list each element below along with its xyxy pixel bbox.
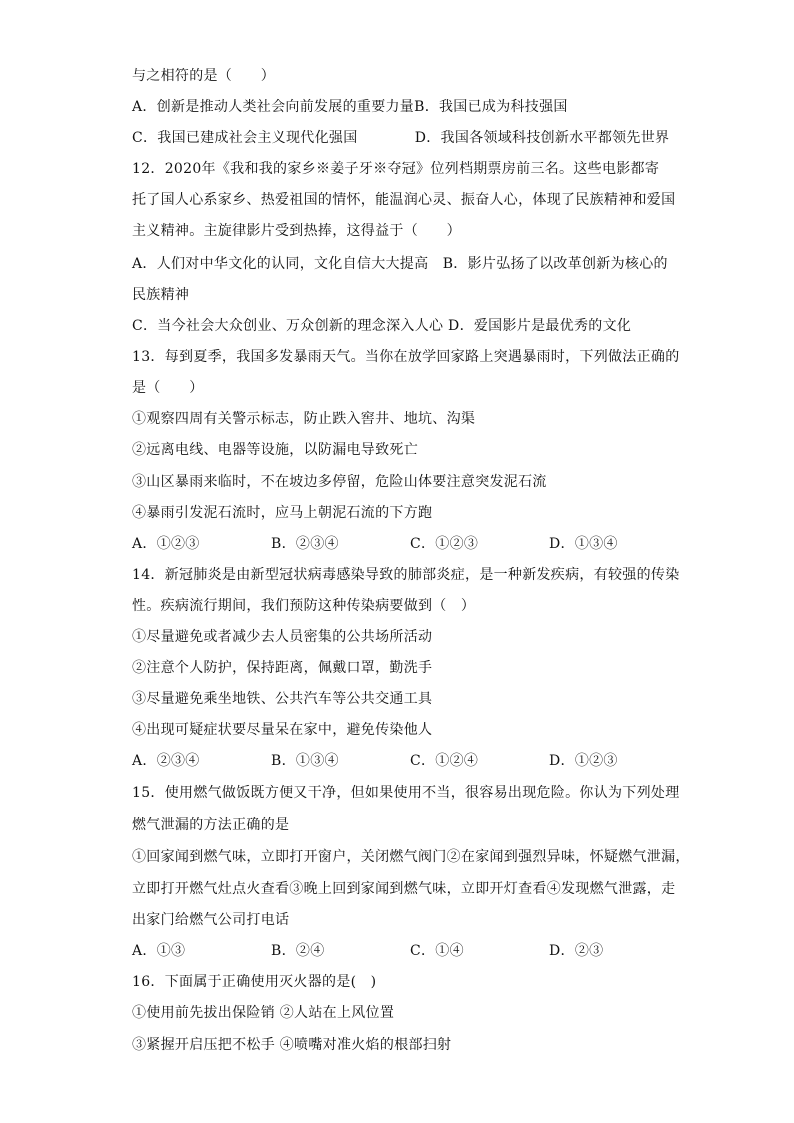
q14-option-b: B．①③④ <box>271 753 339 769</box>
q16-items-line-2: ③紧握开启压把不松手 ④喷嘴对准火焰的根部扫射 <box>132 1037 452 1053</box>
q12-stem-line-3: 主义精神。主旋律影片受到热捧，这得益于（ ） <box>132 223 461 239</box>
q13-option-d: D．①③④ <box>549 536 618 552</box>
q11-option-ab: A．创新是推动人类社会向前发展的重要力量B．我国已成为科技强国 <box>132 99 568 115</box>
q12-option-ab: A．人们对中华文化的认同，文化自信大大提高 B．影片弘扬了以改革创新为核心的 <box>132 256 668 272</box>
q14-options <box>132 751 618 771</box>
q15-stem-line-2: 燃气泄漏的方法正确的是 <box>132 817 290 833</box>
q13-stem-line-1: 13．每到夏季，我国多发暴雨天气。当你在放学回家路上突遇暴雨时，下列做法正确的 <box>132 349 680 365</box>
q15-option-b: B．②④ <box>271 943 325 959</box>
q14-stem-line-2: 性。疾病流行期间，我们预防这种传染病要做到（ ） <box>132 598 476 614</box>
q12-stem-line-2: 托了国人心系家乡、热爱祖国的情怀，能温润心灵、振奋人心，体现了民族精神和爱国 <box>132 192 676 208</box>
q13-item-4: ④暴雨引发泥石流时，应马上朝泥石流的下方跑 <box>132 505 433 521</box>
q14-stem-line-1: 14．新冠肺炎是由新型冠状病毒感染导致的肺部炎症，是一种新发疾病，有较强的传染 <box>132 567 680 583</box>
q16-items-line-1: ①使用前先拔出保险销 ②人站在上风位置 <box>132 1005 395 1021</box>
q11-option-cd: C．我国已建成社会主义现代化强国 D．我国各领域科技创新水平都领先世界 <box>132 130 670 146</box>
q14-item-4: ④出现可疑症状要尽量呆在家中，避免传染他人 <box>132 722 433 738</box>
q11-stem-end: 与之相符的是（ ） <box>132 68 275 84</box>
q12-option-b-cont: 民族精神 <box>132 287 190 303</box>
q15-items-line-1: ①回家闻到燃气味，立即打开窗户，关闭燃气阀门②在家闻到强烈异味，怀疑燃气泄漏， <box>132 849 690 865</box>
q15-items-line-3: 出家门给燃气公司打电话 <box>132 912 290 928</box>
q14-option-c: C．①②④ <box>410 753 479 769</box>
q13-item-2: ②远离电线、电器等设施，以防漏电导致死亡 <box>132 442 418 458</box>
q14-option-d: D．①②③ <box>549 753 618 769</box>
q13-option-a: A．①②③ <box>132 536 200 552</box>
q15-items-line-2: 立即打开燃气灶点火查看③晚上回到家闻到燃气味，立即开灯查看④发现燃气泄露，走 <box>132 881 676 897</box>
q13-stem-line-2: 是（ ） <box>132 380 204 396</box>
q13-options <box>132 534 618 554</box>
q14-option-a: A．②③④ <box>132 753 200 769</box>
q14-item-2: ②注意个人防护，保持距离，佩戴口罩，勤洗手 <box>132 660 433 676</box>
q13-option-b: B．②③④ <box>271 536 339 552</box>
q14-item-1: ①尽量避免或者减少去人员密集的公共场所活动 <box>132 629 433 645</box>
q13-item-1: ①观察四周有关警示标志，防止跌入窖井、地坑、沟渠 <box>132 411 476 427</box>
q13-option-c: C．①②③ <box>410 536 479 552</box>
q16-stem: 16．下面属于正确使用灭火器的是( ) <box>132 974 377 990</box>
q13-item-3: ③山区暴雨来临时，不在坡边多停留，危险山体要注意突发泥石流 <box>132 474 547 490</box>
q12-stem-line-1: 12．2020年《我和我的家乡※姜子牙※夺冠》位列档期票房前三名。这些电影都寄 <box>132 161 660 177</box>
q15-option-a: A．①③ <box>132 943 186 959</box>
q15-stem-line-1: 15．使用燃气做饭既方便又干净，但如果使用不当，很容易出现危险。你认为下列处理 <box>132 785 680 801</box>
q12-option-cd: C．当今社会大众创业、万众创新的理念深入人心 D．爱国影片是最优秀的文化 <box>132 318 632 334</box>
q15-option-c: C．①④ <box>410 943 464 959</box>
q15-options <box>132 941 603 961</box>
q14-item-3: ③尽量避免乘坐地铁、公共汽车等公共交通工具 <box>132 691 433 707</box>
q15-option-d: D．②③ <box>549 943 604 959</box>
